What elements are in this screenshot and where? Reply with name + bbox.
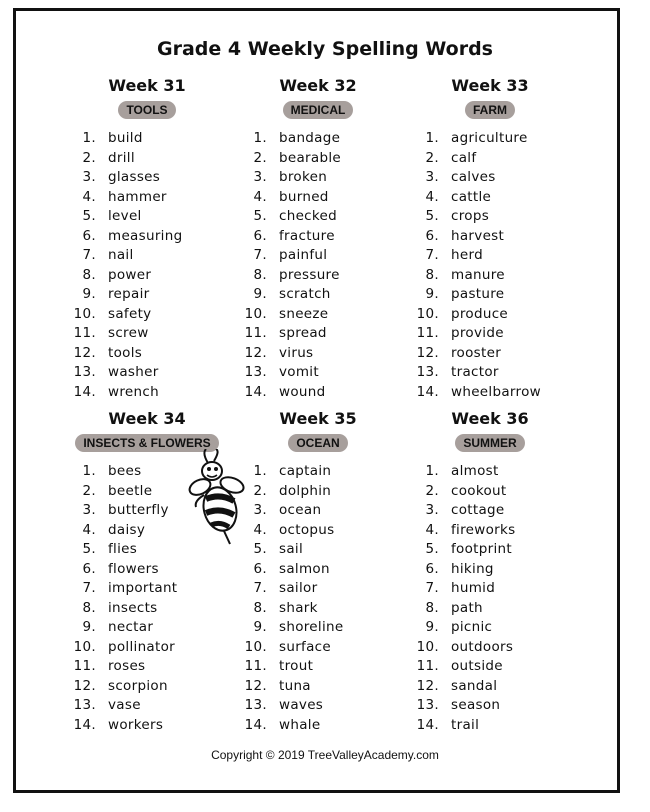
item-number: 9. (425, 286, 439, 302)
list-item (233, 363, 403, 383)
spelling-word: scorpion (108, 677, 168, 694)
list-item (62, 677, 232, 697)
item-number: 8. (82, 266, 96, 283)
spelling-word: fireworks (451, 521, 516, 538)
item-number: 4. (253, 521, 267, 538)
week-title: Week 32 (279, 76, 357, 95)
item-number: 2. (253, 482, 267, 499)
spelling-word: path (451, 599, 483, 616)
spelling-word: bearable (279, 149, 341, 166)
item-number: 13. (244, 697, 267, 713)
spelling-word: rooster (451, 344, 502, 361)
week-title: Week 35 (279, 409, 357, 428)
spelling-word: sandal (451, 677, 498, 694)
spelling-word: spread (279, 325, 327, 341)
item-number: 6. (425, 560, 439, 577)
list-item (405, 696, 575, 716)
item-number: 14. (73, 383, 96, 400)
item-number: 9. (82, 286, 96, 302)
item-number: 1. (253, 130, 267, 146)
item-number: 5. (253, 208, 267, 224)
word-list (405, 129, 575, 402)
spelling-word: butterfly (108, 502, 169, 518)
item-number: 14. (73, 716, 96, 733)
item-number: 2. (82, 149, 96, 166)
spelling-word: shoreline (279, 619, 344, 635)
list-item (62, 305, 232, 325)
spelling-word: hiking (451, 560, 494, 577)
spelling-word: scratch (279, 286, 331, 302)
spelling-word: manure (451, 266, 505, 283)
item-number: 1. (253, 463, 267, 479)
list-item (62, 363, 232, 383)
item-number: 4. (253, 188, 267, 205)
list-item (62, 207, 232, 227)
item-number: 7. (253, 247, 267, 263)
list-item (405, 149, 575, 169)
list-item (233, 599, 403, 619)
spelling-word: captain (279, 463, 332, 479)
list-item (405, 246, 575, 266)
word-list (233, 129, 403, 402)
item-number: 2. (425, 482, 439, 499)
list-item (62, 227, 232, 247)
word-list (62, 129, 232, 402)
spelling-word: humid (451, 580, 496, 596)
spelling-word: surface (279, 638, 331, 655)
spelling-word: sneeze (279, 305, 329, 322)
spelling-word: trout (279, 658, 314, 674)
spelling-word: provide (451, 325, 504, 341)
list-item (62, 344, 232, 364)
item-number: 1. (425, 130, 439, 146)
week-column (405, 76, 575, 402)
spelling-word: picnic (451, 619, 493, 635)
item-number: 10. (73, 638, 96, 655)
item-number: 1. (82, 463, 96, 479)
item-number: 11. (244, 325, 267, 341)
spelling-word: bees (108, 463, 142, 479)
spelling-word: bandage (279, 130, 341, 146)
list-item (233, 383, 403, 403)
item-number: 12. (73, 677, 96, 694)
spelling-word: season (451, 697, 501, 713)
list-item (233, 168, 403, 188)
week-title: Week 33 (451, 76, 529, 95)
spelling-word: nail (108, 247, 134, 263)
spelling-word: footprint (451, 541, 512, 557)
item-number: 1. (82, 130, 96, 146)
item-number: 13. (73, 697, 96, 713)
spelling-word: hammer (108, 188, 167, 205)
list-item (405, 188, 575, 208)
spelling-word: calves (451, 169, 496, 185)
list-item (405, 716, 575, 736)
spelling-word: crops (451, 208, 490, 224)
item-number: 5. (82, 208, 96, 224)
spelling-word: painful (279, 247, 328, 263)
spelling-word: safety (108, 305, 152, 322)
word-list (405, 462, 575, 735)
item-number: 12. (244, 344, 267, 361)
spelling-word: tractor (451, 364, 499, 380)
spelling-word: measuring (108, 227, 183, 244)
list-item (62, 657, 232, 677)
list-item (405, 383, 575, 403)
spelling-word: level (108, 208, 142, 224)
week-title: Week 34 (108, 409, 186, 428)
item-number: 5. (253, 541, 267, 557)
page-title: Grade 4 Weekly Spelling Words (157, 38, 493, 60)
list-item (233, 638, 403, 658)
item-number: 13. (416, 364, 439, 380)
spelling-word: cottage (451, 502, 505, 518)
list-item (405, 324, 575, 344)
list-item (405, 501, 575, 521)
item-number: 3. (425, 169, 439, 185)
spelling-word: vomit (279, 364, 319, 380)
week-column (233, 76, 403, 402)
list-item (405, 657, 575, 677)
bee-icon (186, 449, 250, 545)
spelling-word: build (108, 130, 143, 146)
spelling-word: daisy (108, 521, 146, 538)
item-number: 6. (425, 227, 439, 244)
list-item (233, 657, 403, 677)
item-number: 11. (416, 658, 439, 674)
item-number: 7. (253, 580, 267, 596)
list-item (405, 482, 575, 502)
spelling-word: repair (108, 286, 150, 302)
spelling-word: sailor (279, 580, 318, 596)
item-number: 4. (82, 521, 96, 538)
item-number: 2. (82, 482, 96, 499)
spelling-word: almost (451, 463, 499, 479)
spelling-word: wrench (108, 383, 159, 400)
spelling-word: sail (279, 541, 304, 557)
item-number: 3. (253, 502, 267, 518)
spelling-word: harvest (451, 227, 505, 244)
item-number: 6. (253, 560, 267, 577)
item-number: 14. (416, 383, 439, 400)
list-item (233, 207, 403, 227)
spelling-word: roses (108, 658, 146, 674)
item-number: 10. (416, 305, 439, 322)
item-number: 6. (253, 227, 267, 244)
spelling-word: insects (108, 599, 158, 616)
spelling-word: burned (279, 188, 329, 205)
theme-badge: TOOLS (118, 101, 175, 119)
item-number: 5. (425, 541, 439, 557)
list-item (405, 266, 575, 286)
item-number: 9. (253, 286, 267, 302)
spelling-word: fracture (279, 227, 335, 244)
list-item (405, 579, 575, 599)
week-column (233, 409, 403, 735)
list-item (62, 560, 232, 580)
item-number: 10. (244, 638, 267, 655)
spelling-word: virus (279, 344, 314, 361)
list-item (233, 285, 403, 305)
list-item (62, 696, 232, 716)
list-item (233, 482, 403, 502)
theme-badge: INSECTS & FLOWERS (75, 434, 218, 452)
list-item (62, 168, 232, 188)
item-number: 8. (425, 266, 439, 283)
list-item (62, 246, 232, 266)
item-number: 3. (425, 502, 439, 518)
item-number: 9. (82, 619, 96, 635)
week-column (62, 76, 232, 402)
spelling-word: screw (108, 325, 149, 341)
list-item (233, 696, 403, 716)
list-item (405, 207, 575, 227)
week-title: Week 36 (451, 409, 529, 428)
list-item (233, 579, 403, 599)
list-item (233, 501, 403, 521)
item-number: 5. (82, 541, 96, 557)
list-item (62, 599, 232, 619)
item-number: 13. (244, 364, 267, 380)
list-item (62, 149, 232, 169)
list-item (405, 363, 575, 383)
spelling-word: broken (279, 169, 328, 185)
list-item (405, 462, 575, 482)
list-item (62, 188, 232, 208)
list-item (233, 540, 403, 560)
item-number: 3. (253, 169, 267, 185)
item-number: 4. (82, 188, 96, 205)
item-number: 13. (73, 364, 96, 380)
item-number: 5. (425, 208, 439, 224)
list-item (62, 266, 232, 286)
item-number: 11. (416, 325, 439, 341)
item-number: 4. (425, 188, 439, 205)
spelling-word: calf (451, 149, 477, 166)
spelling-word: wound (279, 383, 326, 400)
item-number: 1. (425, 463, 439, 479)
theme-badge: FARM (465, 101, 515, 119)
spelling-word: waves (279, 697, 324, 713)
item-number: 3. (82, 169, 96, 185)
spelling-word: cookout (451, 482, 507, 499)
list-item (233, 149, 403, 169)
list-item (233, 344, 403, 364)
list-item (62, 618, 232, 638)
spelling-word: important (108, 580, 178, 596)
spelling-word: workers (108, 716, 164, 733)
spelling-word: power (108, 266, 152, 283)
item-number: 7. (82, 580, 96, 596)
item-number: 9. (253, 619, 267, 635)
item-number: 8. (253, 599, 267, 616)
spelling-word: shark (279, 599, 318, 616)
item-number: 11. (244, 658, 267, 674)
spelling-word: pasture (451, 286, 505, 302)
item-number: 14. (416, 716, 439, 733)
item-number: 11. (73, 658, 96, 674)
list-item (405, 344, 575, 364)
item-number: 2. (253, 149, 267, 166)
item-number: 2. (425, 149, 439, 166)
spelling-word: ocean (279, 502, 322, 518)
list-item (405, 618, 575, 638)
list-item (233, 305, 403, 325)
item-number: 8. (82, 599, 96, 616)
list-item (62, 579, 232, 599)
list-item (405, 305, 575, 325)
list-item (233, 324, 403, 344)
spelling-word: checked (279, 208, 338, 224)
spelling-word: whale (279, 716, 321, 733)
spelling-word: pollinator (108, 638, 176, 655)
list-item (405, 285, 575, 305)
week-column (405, 409, 575, 735)
item-number: 10. (244, 305, 267, 322)
list-item (62, 129, 232, 149)
item-number: 10. (73, 305, 96, 322)
list-item (405, 560, 575, 580)
spelling-word: vase (108, 697, 141, 713)
theme-badge: MEDICAL (283, 101, 354, 119)
list-item (405, 521, 575, 541)
item-number: 11. (73, 325, 96, 341)
theme-badge: SUMMER (455, 434, 524, 452)
spelling-word: outdoors (451, 638, 514, 655)
list-item (405, 129, 575, 149)
item-number: 3. (82, 502, 96, 518)
list-item (405, 677, 575, 697)
spelling-word: flowers (108, 560, 159, 577)
list-item (405, 638, 575, 658)
spelling-word: drill (108, 149, 135, 166)
word-list (233, 462, 403, 735)
item-number: 12. (416, 677, 439, 694)
spelling-word: octopus (279, 521, 335, 538)
list-item (233, 246, 403, 266)
list-item (233, 462, 403, 482)
item-number: 6. (82, 227, 96, 244)
item-number: 8. (425, 599, 439, 616)
item-number: 7. (425, 580, 439, 596)
list-item (62, 285, 232, 305)
spelling-word: produce (451, 305, 509, 322)
list-item (62, 716, 232, 736)
item-number: 9. (425, 619, 439, 635)
list-item (62, 324, 232, 344)
item-number: 7. (82, 247, 96, 263)
item-number: 7. (425, 247, 439, 263)
list-item (405, 599, 575, 619)
list-item (405, 227, 575, 247)
list-item (233, 618, 403, 638)
spelling-word: tuna (279, 677, 311, 694)
spelling-word: dolphin (279, 482, 332, 499)
week-title: Week 31 (108, 76, 186, 95)
spelling-word: pressure (279, 266, 340, 283)
spelling-word: herd (451, 247, 483, 263)
spelling-word: tools (108, 344, 143, 361)
spelling-word: flies (108, 541, 138, 557)
theme-badge: OCEAN (288, 434, 347, 452)
list-item (405, 168, 575, 188)
item-number: 6. (82, 560, 96, 577)
list-item (233, 188, 403, 208)
item-number: 13. (416, 697, 439, 713)
spelling-word: agriculture (451, 130, 528, 146)
item-number: 8. (253, 266, 267, 283)
spelling-word: salmon (279, 560, 330, 577)
spelling-word: wheelbarrow (451, 383, 541, 400)
list-item (62, 383, 232, 403)
list-item (233, 266, 403, 286)
spelling-word: glasses (108, 169, 161, 185)
spelling-word: beetle (108, 482, 153, 499)
item-number: 10. (416, 638, 439, 655)
spelling-word: cattle (451, 188, 492, 205)
item-number: 12. (244, 677, 267, 694)
list-item (405, 540, 575, 560)
item-number: 12. (416, 344, 439, 361)
item-number: 14. (244, 716, 267, 733)
list-item (233, 521, 403, 541)
spelling-word: washer (108, 364, 159, 380)
item-number: 4. (425, 521, 439, 538)
item-number: 14. (244, 383, 267, 400)
spelling-word: outside (451, 658, 503, 674)
list-item (233, 227, 403, 247)
spelling-word: trail (451, 716, 480, 733)
list-item (62, 638, 232, 658)
copyright-footer: Copyright © 2019 TreeValleyAcademy.com (211, 748, 439, 762)
list-item (233, 560, 403, 580)
list-item (233, 677, 403, 697)
list-item (233, 129, 403, 149)
spelling-word: nectar (108, 619, 154, 635)
list-item (233, 716, 403, 736)
item-number: 12. (73, 344, 96, 361)
